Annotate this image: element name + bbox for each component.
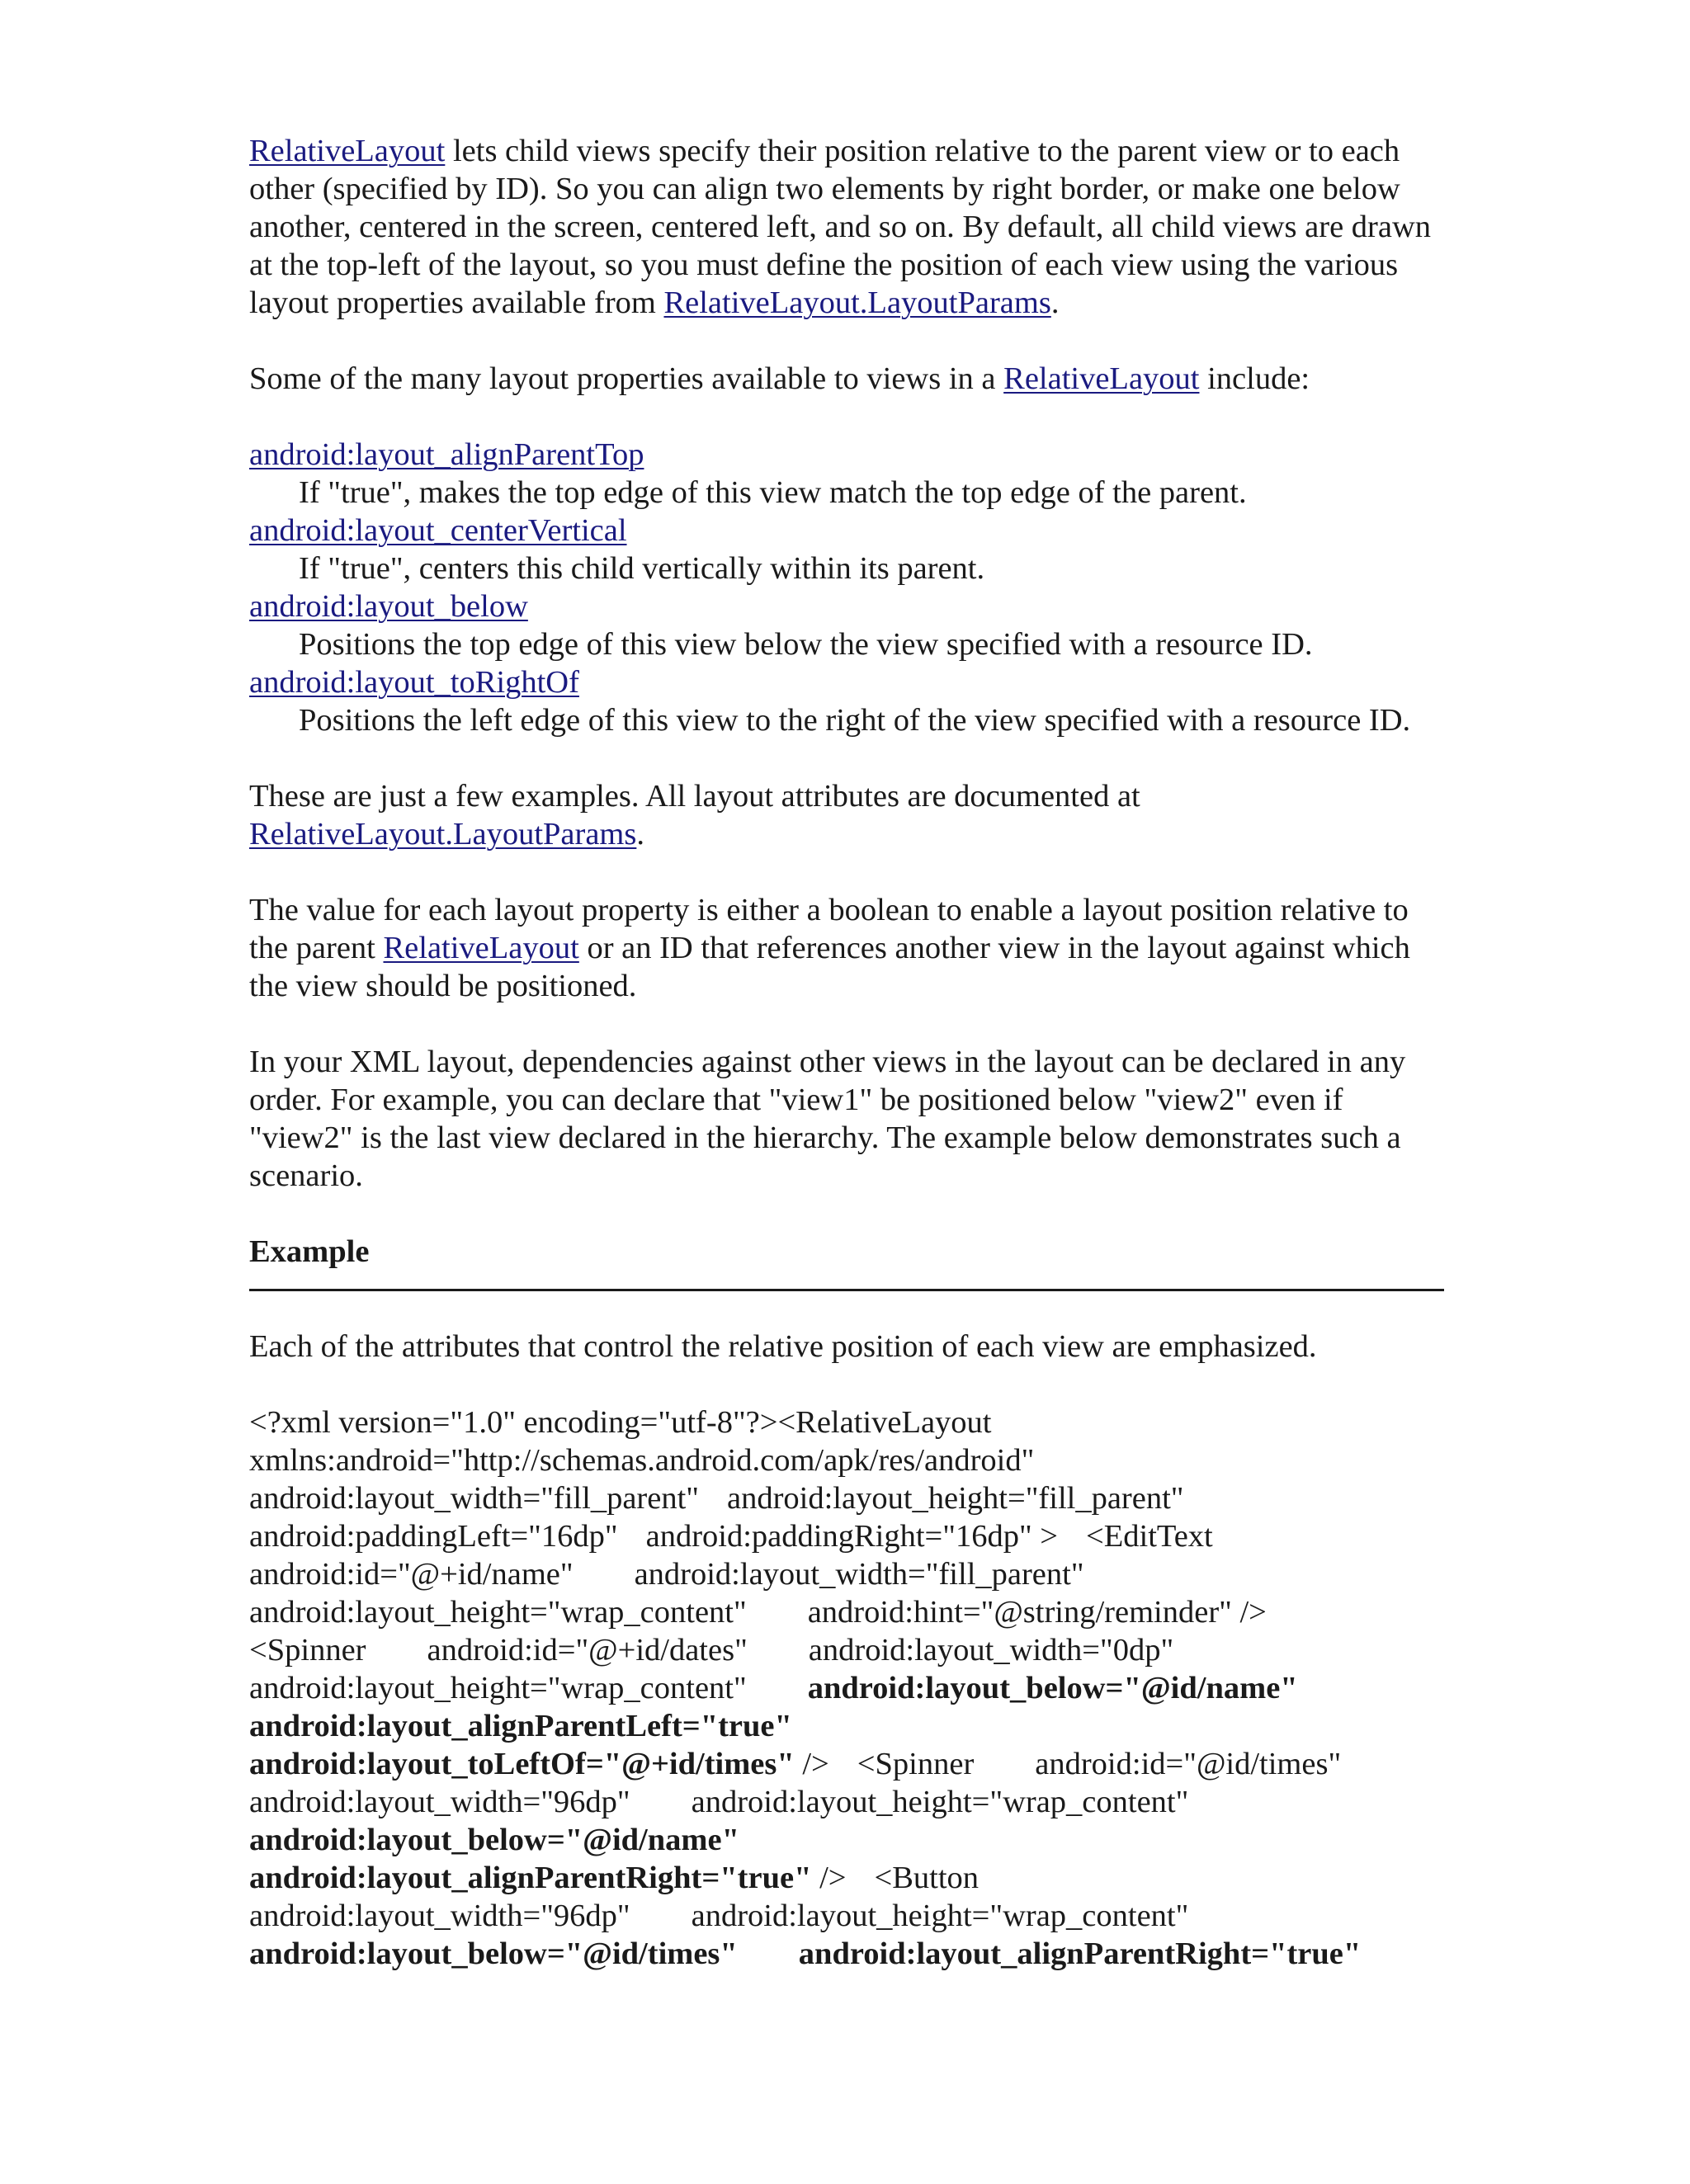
code-line: android:layout_width="fill_parent" android:layout_height="fill_parent" <box>249 1481 1184 1516</box>
layoutparams-link[interactable]: RelativeLayout.LayoutParams <box>663 285 1051 320</box>
relativelayout-link[interactable]: RelativeLayout <box>1003 361 1200 396</box>
code-line: android:layout_alignParentRight="true" /> <Button <box>249 1861 980 1895</box>
properties-intro: Some of the many layout properties available to views in a RelativeLayout include: <box>249 361 1310 396</box>
property-description: If "true", makes the top edge of this view match the top edge of the parent. <box>299 475 1247 510</box>
code-line: <Spinner android:id="@+id/dates" android:layout_width="0dp" <box>249 1633 1174 1667</box>
property-name-link[interactable]: android:layout_centerVertical <box>249 513 627 548</box>
intro-text: lets child views specify their position relative to the parent view or to each other (specified by ID). So you can align two elements by right border, or make one below another, centered in the screen, centered left, and so on. By default, all child views are drawn at the top-left of the layout, so you must define the position of each view using the various layout properties available from <box>249 134 1432 320</box>
horizontal-rule <box>249 1289 1444 1291</box>
emphasized-attribute: android:layout_below="@id/name" <box>807 1671 1298 1705</box>
code-line: android:paddingLeft="16dp" android:paddingRight="16dp" > <EditText <box>249 1519 1213 1554</box>
emphasized-attribute: android:layout_alignParentLeft="true" <box>249 1709 792 1743</box>
property-name-link[interactable]: android:layout_alignParentTop <box>249 437 644 472</box>
property-name-link[interactable]: android:layout_toRightOf <box>249 665 579 700</box>
code-line: android:layout_height="wrap_content" android:hint="@string/reminder" /> <box>249 1595 1267 1630</box>
emphasis-note: Each of the attributes that control the relative position of each view are emphasized. <box>249 1329 1317 1364</box>
emphasized-attribute: android:layout_alignParentRight="true" <box>249 1861 812 1895</box>
xml-code-example <box>249 1403 1446 1973</box>
properties-list <box>249 436 1446 739</box>
property-description: Positions the top edge of this view below the view specified with a resource ID. <box>299 627 1313 662</box>
emphasized-attribute: android:layout_toLeftOf="@+id/times" <box>249 1747 795 1781</box>
emphasized-attribute: android:layout_below="@id/times" <box>249 1936 738 1971</box>
code-line <box>249 1707 1446 1745</box>
code-line: xmlns:android="http://schemas.android.com/apk/res/android" <box>249 1443 1035 1478</box>
intro-paragraph <box>249 132 1446 322</box>
code-line <box>249 1935 1446 1973</box>
value-note: The value for each layout property is either a boolean to enable a layout position relative to the parent RelativeLayout or an ID that references another view in the layout against which the view should be positioned. <box>249 893 1410 1003</box>
emphasized-attribute: android:layout_alignParentRight="true" <box>798 1936 1362 1971</box>
code-line: android:id="@+id/name" android:layout_width="fill_parent" <box>249 1557 1084 1592</box>
property-name-link[interactable]: android:layout_below <box>249 589 528 624</box>
relativelayout-link[interactable]: RelativeLayout <box>383 931 579 965</box>
code-line: android:layout_height="wrap_content" android:layout_below="@id/name" <box>249 1671 1298 1705</box>
layoutparams-link[interactable]: RelativeLayout.LayoutParams <box>249 817 637 851</box>
code-line: android:layout_toLeftOf="@+id/times" /> <Spinner android:id="@id/times" <box>249 1747 1342 1781</box>
code-line: android:layout_width="96dp" android:layout_height="wrap_content" <box>249 1899 1189 1933</box>
emphasized-attribute: android:layout_below="@id/name" <box>249 1823 739 1857</box>
example-heading: Example <box>249 1234 370 1269</box>
code-line <box>249 1821 1446 1859</box>
intro-period: . <box>1050 285 1060 320</box>
code-line: <?xml version="1.0" encoding="utf-8"?><RelativeLayout <box>249 1405 992 1440</box>
relativelayout-link[interactable]: RelativeLayout <box>249 134 446 168</box>
property-description: If "true", centers this child vertically within its parent. <box>299 551 985 586</box>
property-description: Positions the left edge of this view to the right of the view specified with a resource ID. <box>299 703 1411 738</box>
code-line: android:layout_width="96dp" android:layout_height="wrap_content" <box>249 1785 1189 1819</box>
document-page <box>249 132 1446 1973</box>
order-note: In your XML layout, dependencies against other views in the layout can be declared in any order. For example, you can declare that "view1" be positioned below "view2" even if "view2" is the last view declared in the hierarchy. The example below demonstrates such a scenario. <box>249 1045 1406 1193</box>
examples-note: These are just a few examples. All layout attributes are documented at RelativeLayout.LayoutParams. <box>249 779 1140 851</box>
